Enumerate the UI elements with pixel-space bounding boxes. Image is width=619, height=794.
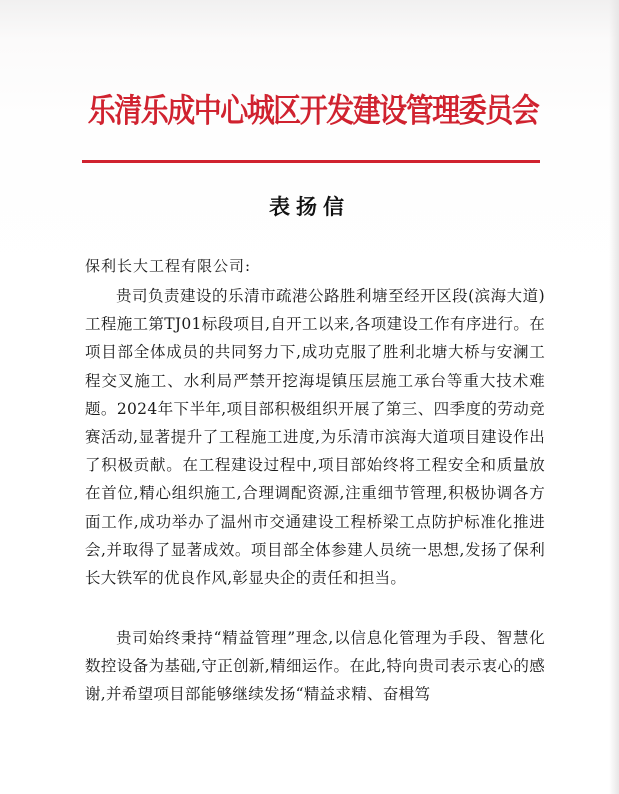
scan-edge-shadow <box>609 0 619 794</box>
letterhead-organization-name: 乐清乐成中心城区开发建设管理委员会 <box>87 91 539 130</box>
body-paragraph-1: 贵司负责建设的乐清市疏港公路胜利塘至经开区段(滨海大道)工程施工第TJ01标段项目,自开工以来,各项建设工作有序进行。在项目部全体成员的共同努力下,成功克服了胜利北塘大桥与安澜工程交叉施工、水利局严禁开挖海堤镇压层施工承台等重大技术难题。2024年下半年,项目部积极组织开展了第三、四季度的劳动竞赛活动,显著提升了工程施工进度,为乐清市滨海大道项目建设作出了积极贡献。在工程建设过程中,项目部始终将工程安全和质量放在首位,精心组织施工,合理调配资源,注重细节管理,积极协调各方面工作,成功举办了温州市交通建设工程桥梁工点防护标准化推进会,并取得了显著成效。项目部全体参建人员统一思想,发扬了保利长大铁军的优良作风,彰显央企的责任和担当。 <box>85 287 545 588</box>
letterhead-red-rule <box>82 160 540 163</box>
body-paragraph-2: 贵司始终秉持“精益管理”理念,以信息化管理为手段、智慧化数控设备为基础,守正创新,精细运作。在此,特向贵司表示衷心的感谢,并希望项目部能够继续发扬“精益求精、奋楫笃 <box>85 629 545 704</box>
salutation: 保利长大工程有限公司: <box>85 257 252 275</box>
document-title: 表扬信 <box>269 194 350 219</box>
